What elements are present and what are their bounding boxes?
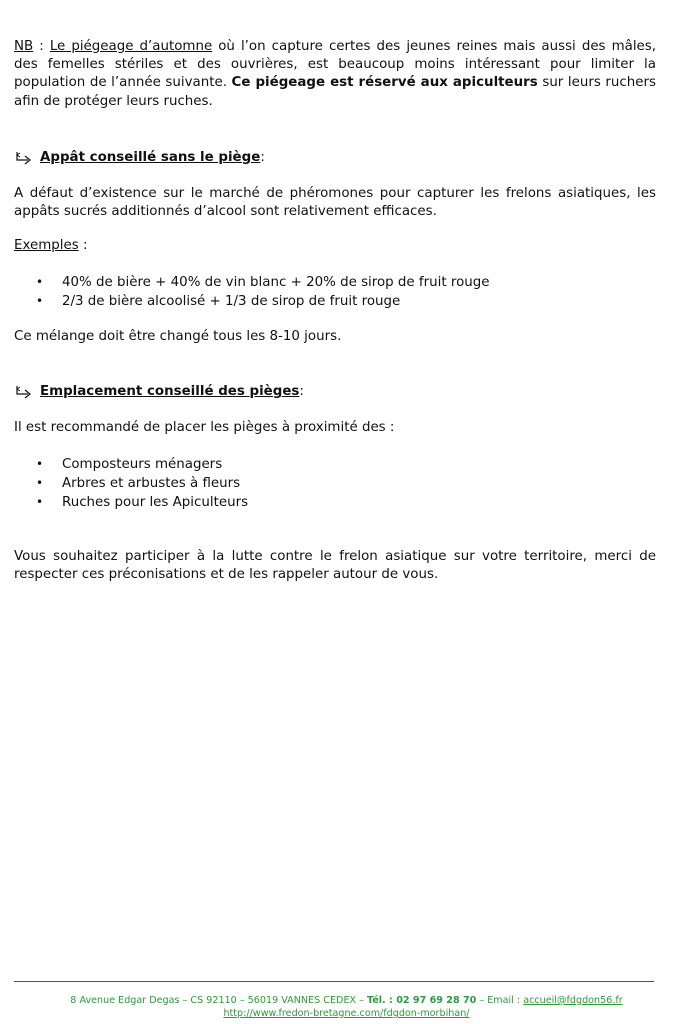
bait-paragraph: A défaut d’existence sur le marché de phéromones pour capturer les frelons asiatiques, les appâts sucrés additionnés d’alcool sont relativement efficaces. [14,186,656,220]
footer-email-link[interactable]: accueil@fdgdon56.fr [523,995,623,1006]
nb-text-1: où l’on capture certes des jeunes reines mais aussi des mâles, des femelles stériles et des ouvrières, est beaucoup moins intéressant pour limiter la population de l’année suivante. [14,39,657,91]
examples-list [14,273,656,311]
closing-paragraph: Vous souhaitez participer à la lutte contre le frelon asiatique sur votre territoire, merci de respecter ces préconisations et de les rappeler autour de vous. [14,549,656,583]
section-bait-heading [14,149,656,167]
list-item-text: Composteurs ménagers [62,456,223,472]
nb-term: Le piégeage d’automne [49,39,213,54]
nb-bold-text: Ce piégeage est réservé aux apiculteurs [231,75,538,91]
section-placement-suffix: : [299,384,304,400]
footer-website-link[interactable]: http://www.fredon-bretagne.com/fdgdon-morbihan/ [223,1008,470,1019]
bullet-dot: • [36,274,44,289]
bullet-dot: • [36,495,44,510]
nb-text-2: sur leurs ruchers afin de protéger leurs ruches. [14,75,656,109]
nb-label: NB [14,39,34,54]
list-item-text: 2/3 de bière alcoolisé + 1/3 de sirop de fruit rouge [62,293,401,309]
bullet-dot: • [36,456,44,471]
placement-intro: Il est recommandé de placer les pièges à proximité des : [14,420,395,436]
list-item [36,474,656,493]
section-placement-title: Emplacement conseillé des pièges [40,384,300,400]
examples-line [14,237,656,255]
section-bait-suffix: : [260,149,265,165]
list-item [36,292,656,311]
examples-suffix: : [78,238,88,254]
examples-label: Exemples [14,238,79,254]
bait-note: Ce mélange doit être changé tous les 8-10 jours. [14,329,342,345]
nb-paragraph [14,38,656,111]
list-item [36,493,656,512]
placement-list [14,455,656,513]
bullet-dot: • [36,475,44,490]
list-item [36,273,656,292]
footer-tel: Tél. : 02 97 69 28 70 [366,995,477,1006]
footer-address-line [0,994,693,1007]
list-item [36,455,656,474]
footer-divider [14,981,654,982]
hand-pointing-arrow-icon [14,384,36,400]
page-content [14,38,656,585]
bullet-dot: • [36,293,44,308]
list-item-text: Arbres et arbustes à fleurs [62,475,241,491]
footer [0,994,693,1020]
section-bait-title: Appât conseillé sans le piège [40,149,261,165]
hand-pointing-arrow-icon [14,150,36,166]
nb-sep: : [33,39,50,54]
footer-email-label: – Email : [476,995,524,1006]
footer-address: 8 Avenue Edgar Degas – CS 92110 – 56019 VANNES CEDEX – [70,995,367,1006]
section-placement-heading [14,383,656,401]
list-item-text: Ruches pour les Apiculteurs [62,495,249,511]
list-item-text: 40% de bière + 40% de vin blanc + 20% de sirop de fruit rouge [62,274,490,290]
footer-url-line [0,1007,693,1020]
